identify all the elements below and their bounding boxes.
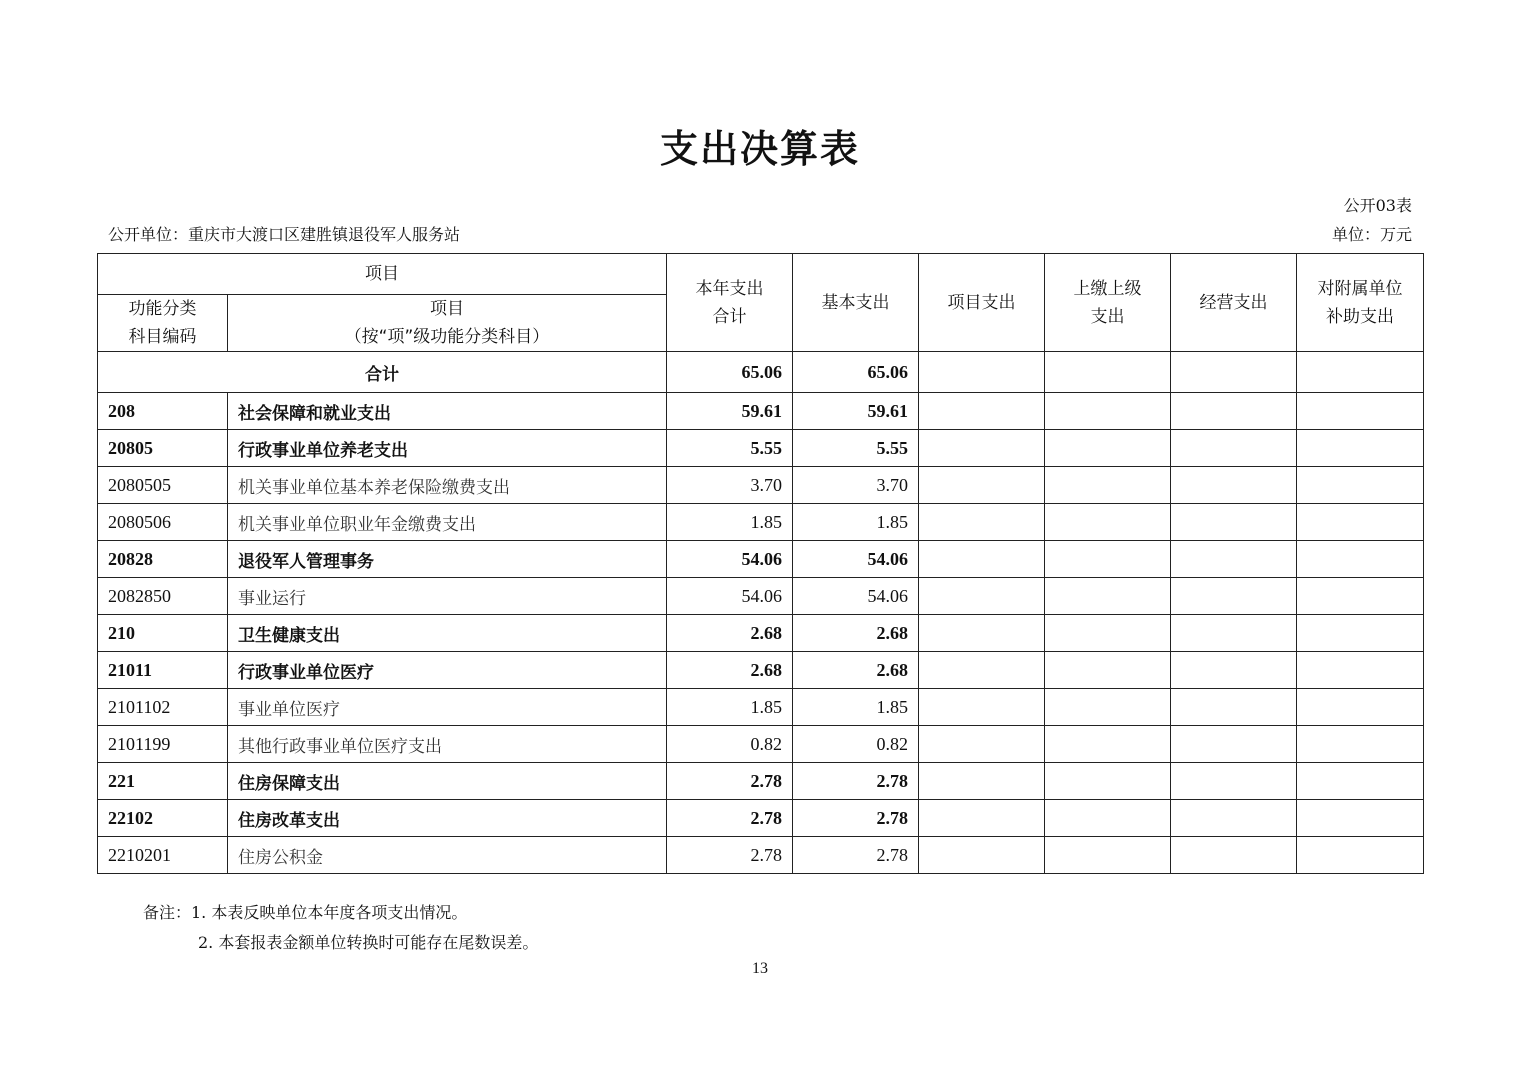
row-upper xyxy=(1045,615,1171,652)
table-row xyxy=(98,689,1424,726)
row-basic: 2.78 xyxy=(793,763,919,800)
table-row xyxy=(98,726,1424,763)
row-total: 2.68 xyxy=(667,652,793,689)
row-subsidy xyxy=(1297,726,1424,763)
row-subsidy xyxy=(1297,689,1424,726)
row-code: 20805 xyxy=(98,430,228,467)
table-row xyxy=(98,763,1424,800)
row-business xyxy=(1171,689,1297,726)
table-row xyxy=(98,430,1424,467)
row-subsidy xyxy=(1297,541,1424,578)
table-row xyxy=(98,504,1424,541)
row-basic: 1.85 xyxy=(793,689,919,726)
row-subsidy xyxy=(1297,578,1424,615)
expenditure-table xyxy=(97,253,1424,874)
currency-unit: 单位：万元 xyxy=(1331,225,1412,244)
row-name: 其他行政事业单位医疗支出 xyxy=(228,726,667,763)
row-total: 2.78 xyxy=(667,763,793,800)
row-business xyxy=(1171,652,1297,689)
form-number: 公开03表 xyxy=(1343,196,1412,215)
row-name: 住房改革支出 xyxy=(228,800,667,837)
row-upper xyxy=(1045,652,1171,689)
row-basic: 54.06 xyxy=(793,541,919,578)
row-name: 卫生健康支出 xyxy=(228,615,667,652)
row-upper xyxy=(1045,541,1171,578)
total-row xyxy=(98,352,1424,393)
row-subsidy xyxy=(1297,763,1424,800)
total-upper xyxy=(1045,352,1171,393)
row-name: 行政事业单位医疗 xyxy=(228,652,667,689)
row-code: 2080506 xyxy=(98,504,228,541)
row-upper xyxy=(1045,578,1171,615)
row-total: 0.82 xyxy=(667,726,793,763)
row-basic: 0.82 xyxy=(793,726,919,763)
row-business xyxy=(1171,615,1297,652)
row-subsidy xyxy=(1297,504,1424,541)
table-row xyxy=(98,541,1424,578)
row-project xyxy=(919,541,1045,578)
row-upper xyxy=(1045,430,1171,467)
row-business xyxy=(1171,837,1297,874)
table-row xyxy=(98,615,1424,652)
row-code: 208 xyxy=(98,393,228,430)
row-total: 54.06 xyxy=(667,578,793,615)
row-code: 2210201 xyxy=(98,837,228,874)
row-total: 5.55 xyxy=(667,430,793,467)
header-subsidy: 对附属单位 补助支出 xyxy=(1297,254,1424,352)
row-upper xyxy=(1045,504,1171,541)
row-basic: 2.78 xyxy=(793,800,919,837)
row-code: 2082850 xyxy=(98,578,228,615)
header-code: 功能分类 科目编码 xyxy=(98,295,228,352)
row-name: 社会保障和就业支出 xyxy=(228,393,667,430)
row-subsidy xyxy=(1297,393,1424,430)
row-upper xyxy=(1045,393,1171,430)
row-code: 2101102 xyxy=(98,689,228,726)
row-name: 住房保障支出 xyxy=(228,763,667,800)
row-subsidy xyxy=(1297,800,1424,837)
row-total: 54.06 xyxy=(667,541,793,578)
row-total: 59.61 xyxy=(667,393,793,430)
row-business xyxy=(1171,763,1297,800)
row-basic: 3.70 xyxy=(793,467,919,504)
row-project xyxy=(919,726,1045,763)
row-code: 221 xyxy=(98,763,228,800)
table-row xyxy=(98,652,1424,689)
row-basic: 2.68 xyxy=(793,615,919,652)
row-subsidy xyxy=(1297,837,1424,874)
row-project xyxy=(919,763,1045,800)
total-label: 合计 xyxy=(98,352,667,393)
table-row xyxy=(98,800,1424,837)
row-business xyxy=(1171,504,1297,541)
row-subsidy xyxy=(1297,430,1424,467)
notes xyxy=(143,898,538,958)
row-total: 3.70 xyxy=(667,467,793,504)
row-total: 1.85 xyxy=(667,504,793,541)
row-upper xyxy=(1045,726,1171,763)
row-subsidy xyxy=(1297,652,1424,689)
row-subsidy xyxy=(1297,615,1424,652)
row-upper xyxy=(1045,800,1171,837)
row-business xyxy=(1171,467,1297,504)
row-project xyxy=(919,837,1045,874)
row-business xyxy=(1171,430,1297,467)
header-total: 本年支出 合计 xyxy=(667,254,793,352)
row-business xyxy=(1171,393,1297,430)
row-name: 住房公积金 xyxy=(228,837,667,874)
row-basic: 2.68 xyxy=(793,652,919,689)
table-row xyxy=(98,393,1424,430)
row-name: 退役军人管理事务 xyxy=(228,541,667,578)
row-code: 2101199 xyxy=(98,726,228,763)
row-basic: 1.85 xyxy=(793,504,919,541)
header-basic: 基本支出 xyxy=(793,254,919,352)
reporting-unit: 公开单位：重庆市大渡口区建胜镇退役军人服务站 xyxy=(108,225,461,244)
row-business xyxy=(1171,726,1297,763)
header-upper: 上缴上级 支出 xyxy=(1045,254,1171,352)
row-project xyxy=(919,504,1045,541)
row-project xyxy=(919,467,1045,504)
row-code: 20828 xyxy=(98,541,228,578)
row-total: 2.78 xyxy=(667,800,793,837)
row-code: 21011 xyxy=(98,652,228,689)
header-item: 项目 xyxy=(98,254,667,295)
row-project xyxy=(919,578,1045,615)
total-business xyxy=(1171,352,1297,393)
page-title: 支出决算表 xyxy=(659,127,860,171)
table-row xyxy=(98,837,1424,874)
row-code: 2080505 xyxy=(98,467,228,504)
row-name: 事业运行 xyxy=(228,578,667,615)
row-total: 2.78 xyxy=(667,837,793,874)
row-business xyxy=(1171,541,1297,578)
row-basic: 2.78 xyxy=(793,837,919,874)
row-upper xyxy=(1045,689,1171,726)
row-upper xyxy=(1045,467,1171,504)
note-1: 备注：1. 本表反映单位本年度各项支出情况。 xyxy=(143,903,468,922)
row-subsidy xyxy=(1297,467,1424,504)
header-business: 经营支出 xyxy=(1171,254,1297,352)
total-project xyxy=(919,352,1045,393)
table-row xyxy=(98,467,1424,504)
row-project xyxy=(919,689,1045,726)
note-2: 2. 本套报表金额单位转换时可能存在尾数误差。 xyxy=(198,933,539,952)
row-name: 机关事业单位基本养老保险缴费支出 xyxy=(228,467,667,504)
row-upper xyxy=(1045,837,1171,874)
row-name: 机关事业单位职业年金缴费支出 xyxy=(228,504,667,541)
row-business xyxy=(1171,578,1297,615)
row-basic: 5.55 xyxy=(793,430,919,467)
row-project xyxy=(919,652,1045,689)
row-code: 22102 xyxy=(98,800,228,837)
row-project xyxy=(919,800,1045,837)
header-name: 项目 （按“项”级功能分类科目） xyxy=(228,295,667,352)
row-code: 210 xyxy=(98,615,228,652)
row-name: 行政事业单位养老支出 xyxy=(228,430,667,467)
page-number: 13 xyxy=(752,960,768,977)
row-project xyxy=(919,615,1045,652)
row-total: 1.85 xyxy=(667,689,793,726)
row-upper xyxy=(1045,763,1171,800)
total-amount: 65.06 xyxy=(667,352,793,393)
table-row xyxy=(98,578,1424,615)
header-project: 项目支出 xyxy=(919,254,1045,352)
row-project xyxy=(919,430,1045,467)
total-subsidy xyxy=(1297,352,1424,393)
row-project xyxy=(919,393,1045,430)
row-total: 2.68 xyxy=(667,615,793,652)
row-name: 事业单位医疗 xyxy=(228,689,667,726)
row-basic: 54.06 xyxy=(793,578,919,615)
row-business xyxy=(1171,800,1297,837)
total-basic: 65.06 xyxy=(793,352,919,393)
row-basic: 59.61 xyxy=(793,393,919,430)
